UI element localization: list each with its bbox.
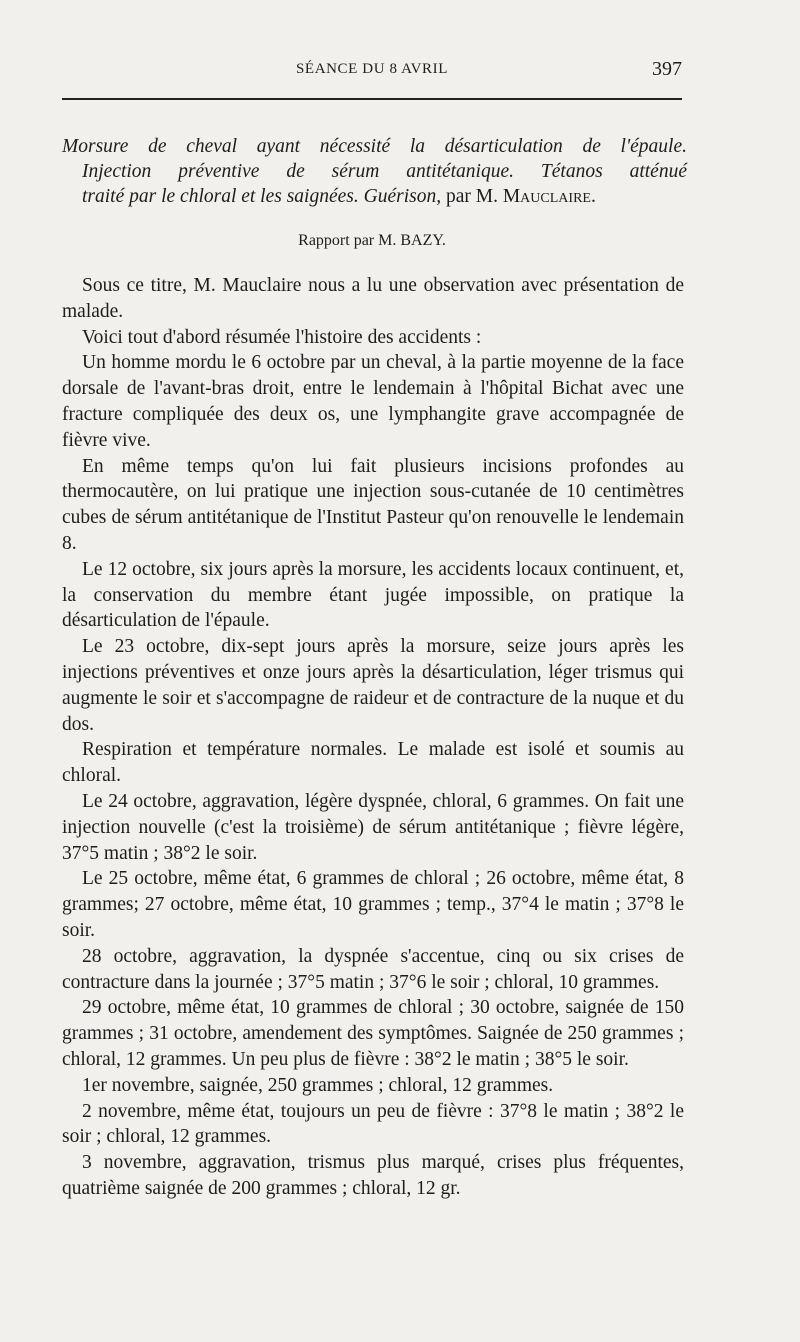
header-rule: [62, 98, 682, 100]
article-title: [62, 134, 687, 209]
title-line-2: Injection préventive de sérum antitétanique. Tétanos atténué: [82, 161, 687, 182]
title-line-3: [62, 184, 687, 209]
paragraph: Un homme mordu le 6 octobre par un cheval, à la partie moyenne de la face dorsale de l'avant-bras droit, entre le lendemain à l'hôpital Bichat avec une fracture compliquée des deux os, une lymphangite grave accompagnée de fièvre vive.: [62, 352, 684, 451]
running-head: [62, 58, 682, 88]
paragraph: 3 novembre, aggravation, trismus plus marqué, crises plus fréquentes, quatrième saignée de 200 grammes ; chloral, 12 gr.: [62, 1152, 684, 1199]
report-line: Rapport par M. BAZY.: [298, 232, 446, 249]
byline: par M.: [445, 186, 498, 207]
paragraph: Le 23 octobre, dix-sept jours après la morsure, seize jours après les injections préventives et onze jours après la désarticulation, léger trismus qui augmente le soir et s'accompagne de raideur et de contracture de la nuque et du dos.: [62, 636, 684, 735]
paragraph: 2 novembre, même état, toujours un peu de fièvre : 37°8 le matin ; 38°2 le soir ; chloral, 12 grammes.: [62, 1100, 684, 1148]
paragraph: Le 24 octobre, aggravation, légère dyspnée, chloral, 6 grammes. On fait une injection nouvelle (c'est la troisième) de sérum antitétanique ; fièvre légère, 37°5 matin ; 38°2 le soir.: [62, 790, 684, 864]
paragraph: Voici tout d'abord résumée l'histoire des accidents :: [82, 326, 482, 348]
paragraph: Le 12 octobre, six jours après la morsure, les accidents locaux continuent, et, la conservation du membre étant jugée impossible, on pratique la désarticulation de l'épaule.: [62, 558, 684, 632]
paragraph: Sous ce titre, M. Mauclaire nous a lu une observation avec présentation de malade.: [62, 275, 684, 322]
paragraph: Respiration et température normales. Le malade est isolé et soumis au chloral.: [62, 739, 684, 787]
page-number: 397: [652, 58, 682, 80]
title-line-3-text: traité par le chloral et les saignées. Guérison,: [82, 186, 442, 207]
author-name: Mauclaire.: [502, 186, 596, 207]
paragraph: En même temps qu'on lui fait plusieurs incisions profondes au thermocautère, on lui pratique une injection sous-cutanée de 10 centimètres cubes de sérum antitétanique de l'Institut Pasteur qu'on renouvelle le lendemain 8.: [62, 455, 684, 554]
running-title: SÉANCE DU 8 AVRIL: [295, 61, 449, 77]
paragraph: 29 octobre, même état, 10 grammes de chloral ; 30 octobre, saignée de 150 grammes ; 31 octobre, amendement des symptômes. Saignée de 250 grammes ; chloral, 12 grammes. Un peu plus de fièvre : 38°2 le matin ; 38°5 le soir.: [62, 997, 684, 1070]
paragraph: Le 25 octobre, même état, 6 grammes de chloral ; 26 octobre, même état, 8 grammes; 27 octobre, même état, 10 grammes ; temp., 37°4 le matin ; 37°8 le soir.: [62, 868, 684, 941]
paragraph: 1er novembre, saignée, 250 grammes ; chloral, 12 grammes.: [82, 1074, 554, 1096]
body-text: [62, 273, 684, 1202]
paragraph: 28 octobre, aggravation, la dyspnée s'accentue, cinq ou six crises de contracture dans la journée ; 37°5 matin ; 37°6 le soir ; chloral, 10 grammes.: [62, 945, 684, 993]
title-line-1: Morsure de cheval ayant nécessité la désarticulation de l'épaule.: [62, 136, 687, 157]
